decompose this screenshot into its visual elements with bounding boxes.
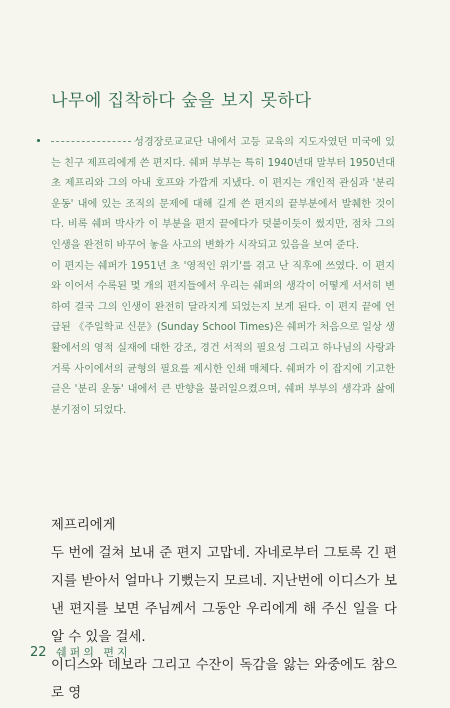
bullet-dot — [37, 139, 40, 142]
running-title: 쉐퍼의 편지 — [56, 646, 131, 659]
intro-paragraph-1-text: 성경장로교교단 내에서 고등 교육의 지도자였던 미국에 있는 친구 제프리에게 쓴 편지다. 쉐퍼 부부는 특히 1940년대 말부터 1950년대 초 제프리와 그의 아내 호프와 가깝게 지냈다. 이 편지는 개인적 관심과 '분리 운동' 내에 있는 조직의 문제에 대해 길게 쓴 편지의 끝부분에서 발췌한 것이다. 비록 쉐퍼 박사가 이 부분을 편지 끝에다가 덧붙이듯이 썼지만, 점차 그의 인생을 완전히 바꾸어 놓을 사고의 변화가 시작되고 있음을 보여 준다. — [51, 137, 395, 251]
letter-body — [51, 512, 397, 708]
chapter-title: 나무에 집착하다 숲을 보지 못하다 — [51, 91, 312, 111]
lead-in-rule — [51, 140, 131, 142]
letter-paragraph-1: 두 번에 걸쳐 보내 준 편지 고맙네. 자네로부터 그토록 긴 편지를 받아서 얼마나 기뻤는지 모르네. 지난번에 이디스가 보낸 편지를 보면 주님께서 그동안 우리에게 해 주신 일을 다 알 수 있을 걸세. — [51, 546, 397, 645]
intro-paragraph-2: 이 편지는 쉐퍼가 1951년 초 '영적인 위기'를 겪고 난 직후에 쓰였다. 이 편지와 이어서 수록된 몇 개의 편지들에서 우리는 쉐퍼의 생각이 어떻게 서서히 변하여 결국 그의 인생이 완전히 달라지게 되었는지 보게 된다. 이 편지 끝에 언급된 《주일학교 신문》(Sunday School Times)은 쉐퍼가 처음으로 일상 생활에서의 영적 실재에 대한 강조, 경건 서적의 필요성 그리고 하나님의 사랑과 거룩 사이에서의 균형의 필요를 제시한 인쇄 매체다. 쉐퍼가 이 잡지에 기고한 글은 '분리 운동' 내에서 큰 반향을 불러일으켰으며, 쉐퍼 부부의 생각과 삶에 분기점이 되었다. — [51, 260, 396, 416]
letter-paragraph-2: 이디스와 데보라 그리고 수잔이 독감을 앓는 와중에도 참으로 영 — [51, 658, 397, 701]
editorial-introduction — [51, 133, 395, 421]
intro-paragraph-1 — [51, 133, 395, 257]
page-footer — [30, 644, 131, 660]
page-number: 22 — [30, 645, 47, 660]
letter-salutation: 제프리에게 — [51, 518, 116, 533]
